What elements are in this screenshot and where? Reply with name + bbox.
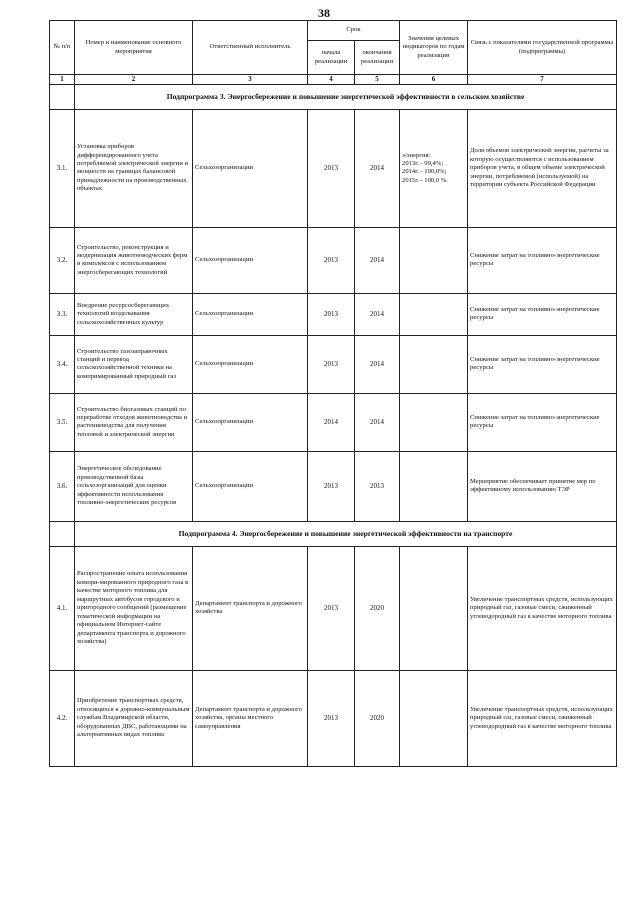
row-index: 3.2. bbox=[50, 227, 75, 293]
row-index: 3.1. bbox=[50, 109, 75, 227]
column-number: 5 bbox=[355, 75, 400, 85]
column-number: 2 bbox=[75, 75, 193, 85]
start-year: 2013 bbox=[308, 335, 355, 393]
target-indicators bbox=[400, 393, 468, 451]
table-row bbox=[50, 109, 617, 227]
program-link: Увеличение транспортных средств, использующих природный газ, газовые смеси, сжиженный углеводородный газ в качестве моторного топлива bbox=[468, 546, 617, 670]
header-start: начала реализации bbox=[308, 41, 355, 75]
table-row bbox=[50, 546, 617, 670]
header-num: № п/п bbox=[50, 21, 75, 75]
end-year: 2020 bbox=[355, 670, 400, 766]
target-indicators bbox=[400, 227, 468, 293]
end-year: 2014 bbox=[355, 109, 400, 227]
target-indicators bbox=[400, 451, 468, 521]
column-number: 1 bbox=[50, 75, 75, 85]
responsible-executor: Сельхозорганизации bbox=[193, 393, 308, 451]
table-row bbox=[50, 393, 617, 451]
measure-name: Строительство биогазовых станций по переработке отходов животноводства и растениеводства для получения тепловой и электрической энергии bbox=[75, 393, 193, 451]
end-year: 2014 bbox=[355, 293, 400, 335]
program-link: Снижение затрат на топливно-энергетические ресурсы bbox=[468, 293, 617, 335]
header-term: Срок bbox=[308, 21, 400, 41]
header-indicators: Значения целевых индикаторов по годам реализации bbox=[400, 21, 468, 75]
start-year: 2014 bbox=[308, 393, 355, 451]
program-measures-table bbox=[49, 20, 617, 767]
end-year: 2014 bbox=[355, 227, 400, 293]
row-index: 3.4. bbox=[50, 335, 75, 393]
target-indicators bbox=[400, 546, 468, 670]
measure-name: Приобретение транспортных средств, относящихся к дорожно-коммунальным службам Владимирской области, оборудованных ДВС, работающими на альтернативных видах топлива bbox=[75, 670, 193, 766]
column-number: 6 bbox=[400, 75, 468, 85]
measure-name: Строительство, реконструкция и модернизация животноводческих ферм и комплексов с использованием энергосберегающих технологий bbox=[75, 227, 193, 293]
start-year: 2013 bbox=[308, 451, 355, 521]
table-row bbox=[50, 451, 617, 521]
program-link: Увеличение транспортных средств, использующих природный газ, газовые смеси, сжиженный углеводородный газ в качестве моторного топлива bbox=[468, 670, 617, 766]
target-indicators: э/энергия: 2013г. - 99,4%; 2014г. - 100,0%; 2015г. - 100,0 %. bbox=[400, 109, 468, 227]
table-row bbox=[50, 670, 617, 766]
header-name: Номер и наименование основного мероприятия bbox=[75, 21, 193, 75]
responsible-executor: Департамент транспорта и дорожного хозяйства, органы местного самоуправления bbox=[193, 670, 308, 766]
start-year: 2013 bbox=[308, 293, 355, 335]
program-link: Снижение затрат на топливно-энергетические ресурсы bbox=[468, 227, 617, 293]
row-index: 4.2. bbox=[50, 670, 75, 766]
measure-name: Распространение опыта использования компри-мированного природного газа в качестве моторного топлива для маршрутных автобусов городского и пригородного сообщений (размещение тематической информации на официальном Интернет-сайте департамента транспорта и дорожного хозяйства) bbox=[75, 546, 193, 670]
program-link: Мероприятие обеспечивает принятие мер по эффективному использованию ТЭР bbox=[468, 451, 617, 521]
measure-name: Энергетическое обследование производственной базы сельхозорганизаций для оценки эффективности использования топливно-энергетических ресурсов bbox=[75, 451, 193, 521]
responsible-executor: Сельхозорганизации bbox=[193, 293, 308, 335]
end-year: 2014 bbox=[355, 393, 400, 451]
column-number: 3 bbox=[193, 75, 308, 85]
page-number: 38 bbox=[318, 6, 330, 20]
program-link: Снижение затрат на топливно-энергетические ресурсы bbox=[468, 335, 617, 393]
column-number: 7 bbox=[468, 75, 617, 85]
column-numbers-row bbox=[50, 75, 617, 85]
measure-name: Внедрение ресурсосберегающих технологий возделывания сельскохозяйственных культур bbox=[75, 293, 193, 335]
row-index: 4.1. bbox=[50, 546, 75, 670]
end-year: 2013 bbox=[355, 451, 400, 521]
table-row bbox=[50, 335, 617, 393]
start-year: 2013 bbox=[308, 109, 355, 227]
target-indicators bbox=[400, 335, 468, 393]
table-row bbox=[50, 293, 617, 335]
start-year: 2013 bbox=[308, 227, 355, 293]
end-year: 2020 bbox=[355, 546, 400, 670]
subprogram-3-row bbox=[50, 84, 617, 109]
responsible-executor: Сельхозорганизации bbox=[193, 109, 308, 227]
target-indicators bbox=[400, 293, 468, 335]
row-index: 3.5. bbox=[50, 393, 75, 451]
subprogram-3-title: Подпрограмма 3. Энергосбережение и повышение энергетической эффективности в сельском хозяйстве bbox=[75, 84, 617, 109]
measure-name: Строительство газозаправочных станций и перевод сельскохозяйственной техники на компримированный природный газ bbox=[75, 335, 193, 393]
row-index: 3.6. bbox=[50, 451, 75, 521]
start-year: 2013 bbox=[308, 546, 355, 670]
responsible-executor: Сельхозорганизации bbox=[193, 451, 308, 521]
measure-name: Установка приборов дифференцированного учета потребляемой электрической энергии и мощности на границах балансовой принадлежности на производственных объектах bbox=[75, 109, 193, 227]
start-year: 2013 bbox=[308, 670, 355, 766]
column-number: 4 bbox=[308, 75, 355, 85]
subprogram-4-title: Подпрограмма 4. Энергосбережение и повышение энергетической эффективности на транспорте bbox=[75, 521, 617, 546]
subprogram-4-row bbox=[50, 521, 617, 546]
row-index: 3.3. bbox=[50, 293, 75, 335]
target-indicators bbox=[400, 670, 468, 766]
responsible-executor: Сельхозорганизации bbox=[193, 227, 308, 293]
program-link: Снижение затрат на топливно-энергетические ресурсы bbox=[468, 393, 617, 451]
header-executor: Ответственный исполнитель bbox=[193, 21, 308, 75]
program-link: Доля объемов электрической энергии, расчеты за которую осуществляются с использованием приборов учета, в общем объеме электрической энергии, потребляемой (используемой) на территории субъекта Российской Федерации bbox=[468, 109, 617, 227]
responsible-executor: Департамент транспорта и дорожного хозяйства bbox=[193, 546, 308, 670]
header-link: Связь с показателями государственной программы (подпрограммы) bbox=[468, 21, 617, 75]
header-end: окончания реализации bbox=[355, 41, 400, 75]
end-year: 2014 bbox=[355, 335, 400, 393]
table-row bbox=[50, 227, 617, 293]
responsible-executor: Сельхозорганизации bbox=[193, 335, 308, 393]
